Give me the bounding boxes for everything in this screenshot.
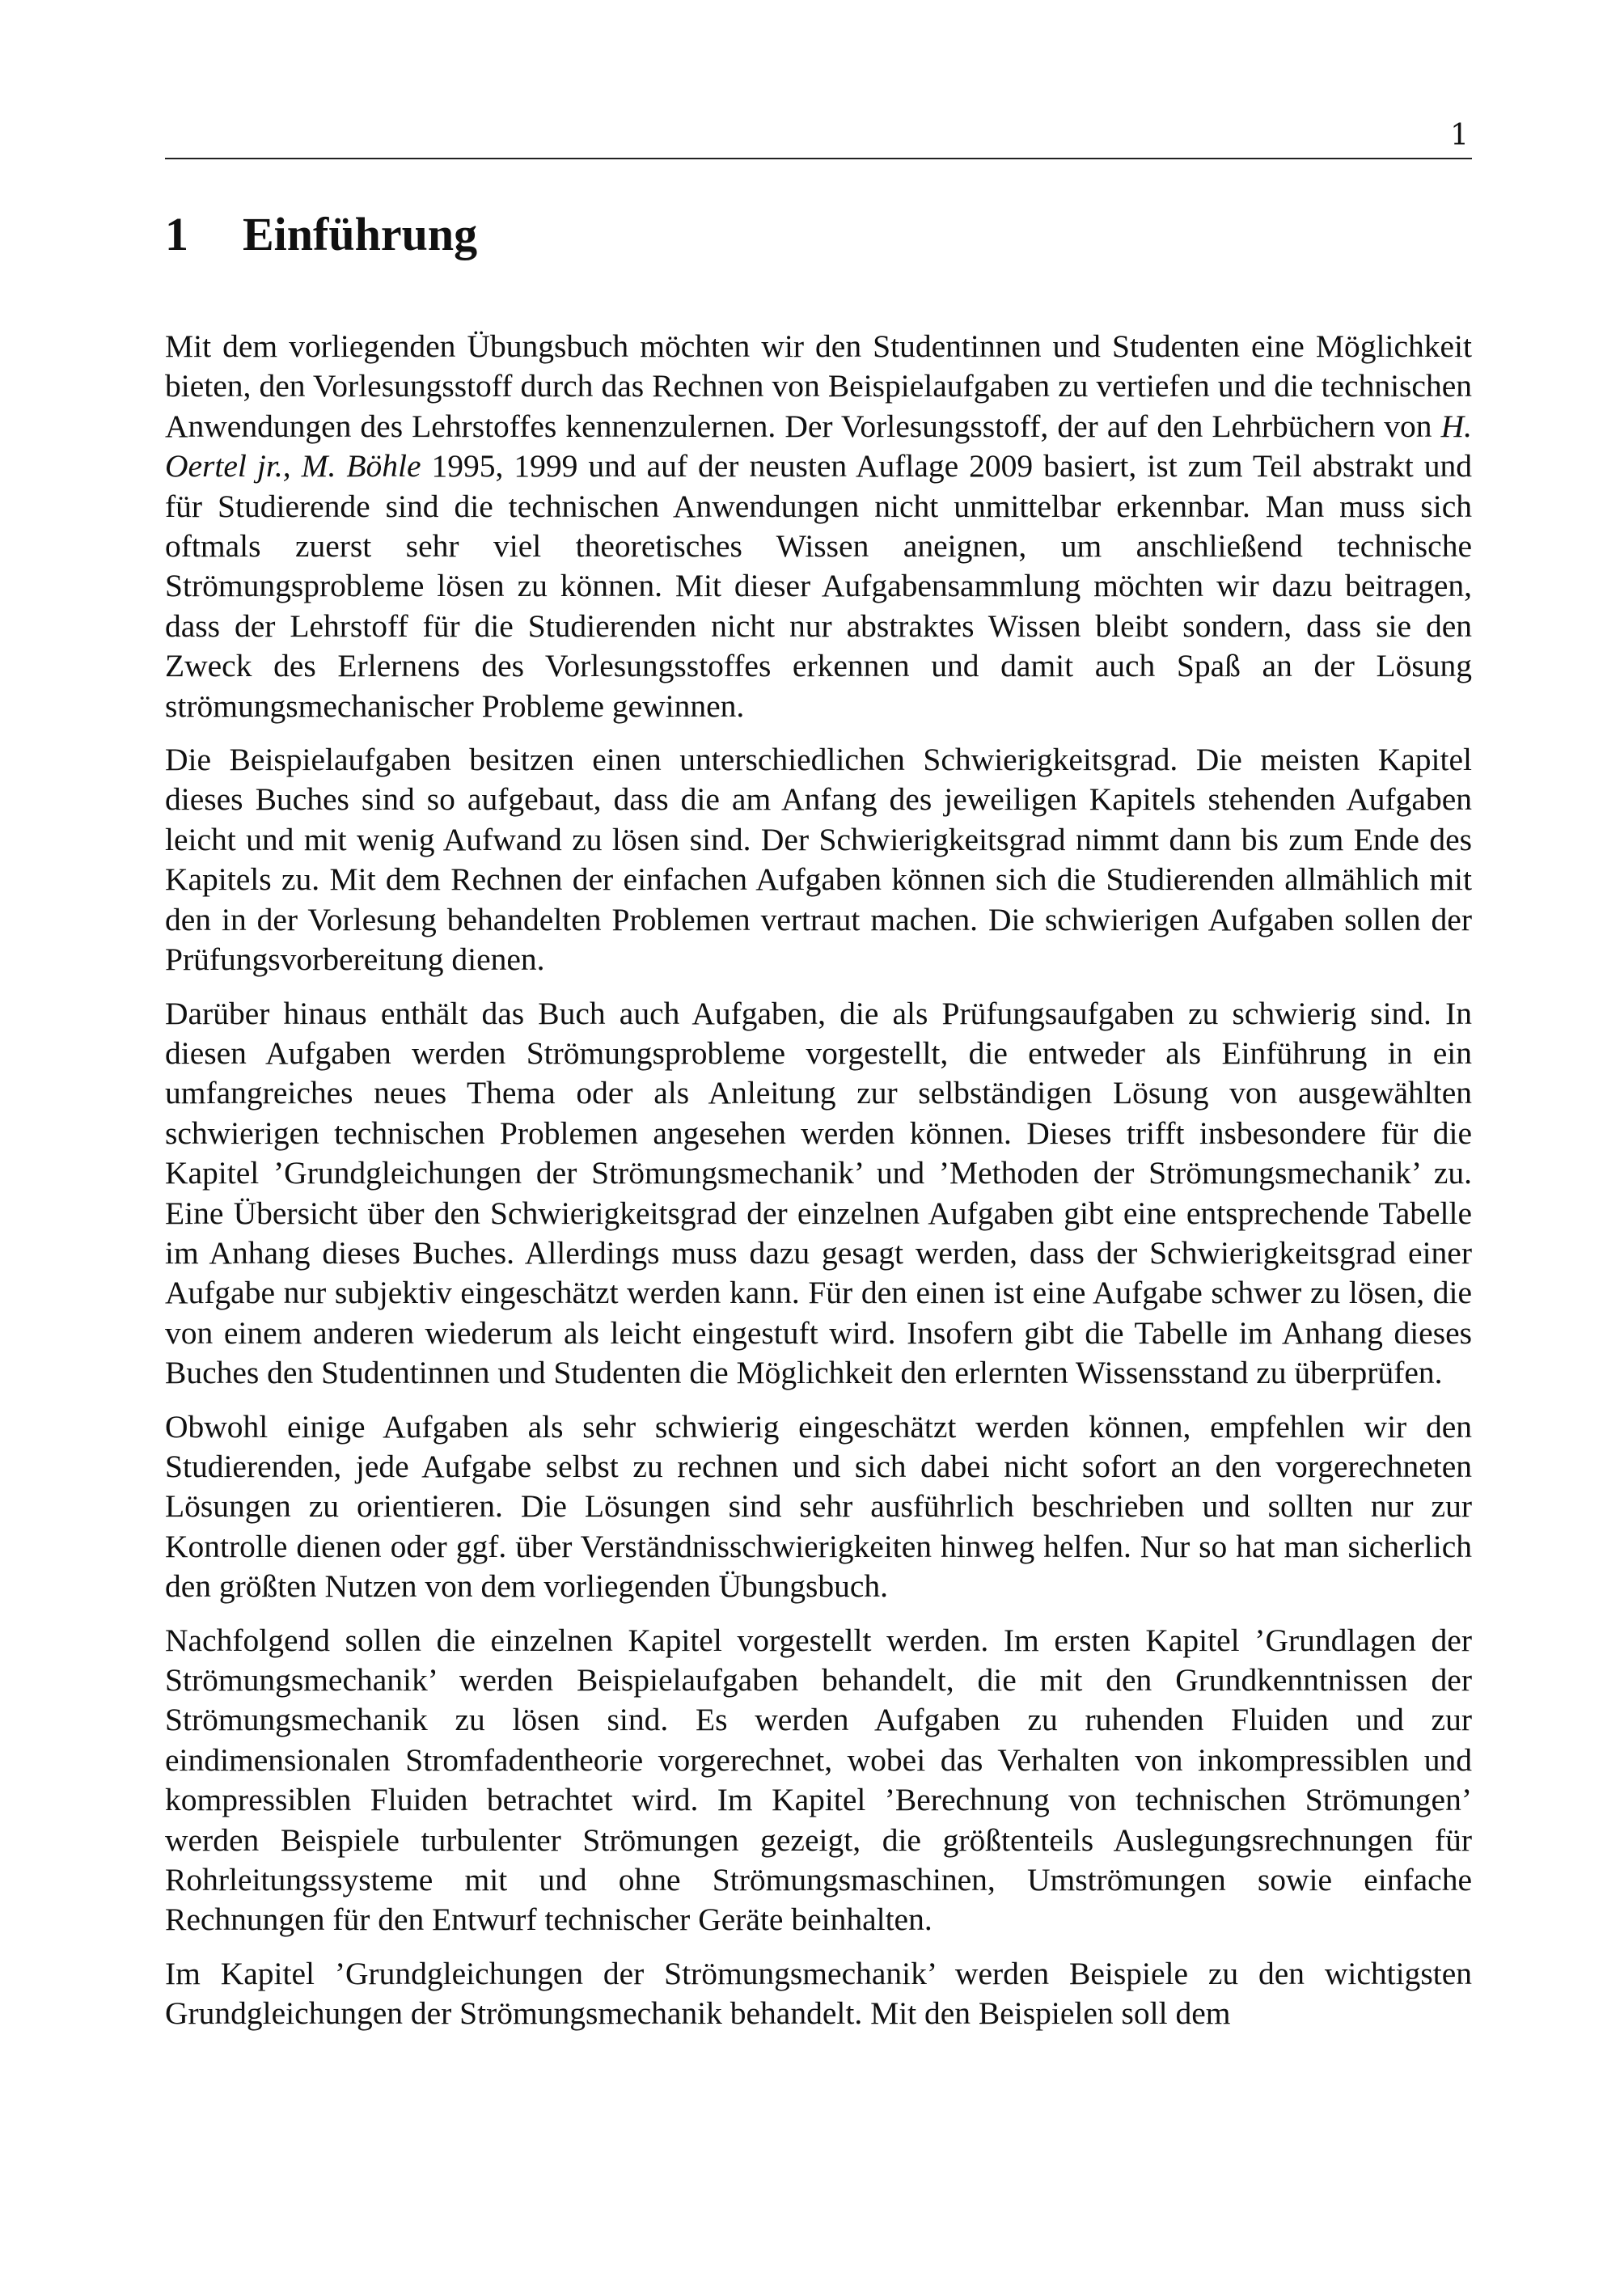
chapter-number: 1 (165, 208, 188, 260)
paragraph-5: Nachfolgend sollen die einzelnen Kapitel vorgestellt werden. Im ersten Kapitel ’Grundlagen der Strömungsmechanik’ werden Beispielaufgaben behandelt, die mit den Grundkenntnissen der Strömungsmechanik zu lösen sind. Es werden Aufgaben zu ruhenden Fluiden und zur eindimensionalen Stromfadentheorie vorgerechnet, wobei das Verhalten von inkompressiblen und kompressiblen Fluiden betrachtet wird. Im Kapitel ’Berechnung von technischen Strömungen’ werden Beispiele turbulenter Strömungen gezeigt, die größtenteils Auslegungsrechnungen für Rohrleitungssysteme mit und ohne Strömungsmaschinen, Umströmungen sowie einfache Rechnungen für den Entwurf technischer Geräte beinhalten. (165, 1622, 1472, 1938)
chapter-title: Einführung (243, 208, 478, 260)
paragraph-1 (165, 327, 1472, 726)
paragraph-2: Die Beispielaufgaben besitzen einen unterschiedlichen Schwierigkeitsgrad. Die meisten Kapitel dieses Buches sind so aufgebaut, dass die am Anfang des jeweiligen Kapitels stehenden Aufgaben leicht und mit wenig Aufwand zu lösen sind. Der Schwierigkeitsgrad nimmt dann bis zum Ende des Kapitels zu. Mit dem Rechnen der einfachen Aufgaben können sich die Studierenden allmählich mit den in der Vorlesung behandelten Problemen vertraut machen. Die schwierigen Aufgaben sollen der Prüfungsvorbereitung dienen. (165, 742, 1472, 978)
header-rule (165, 158, 1472, 159)
chapter-heading (165, 209, 477, 260)
paragraph-6: Im Kapitel ’Grundgleichungen der Strömungsmechanik’ werden Beispiele zu den wichtigsten Grundgleichungen der Strömungsmechanik behandelt. Mit den Beispielen soll dem (165, 1955, 1472, 2032)
page-number: 1 (1450, 119, 1469, 152)
paragraph-1-text-before: Mit dem vorliegenden Übungsbuch möchten wir den Studentinnen und Studenten eine Möglichkeit bieten, den Vorlesungsstoff durch das Rechnen von Beispielaufgaben zu vertiefen und die technischen Anwendungen des Lehrstoffes kennenzulernen. Der Vorlesungsstoff, der auf den Lehrbüchern von (165, 328, 1472, 444)
paragraph-4: Obwohl einige Aufgaben als sehr schwierig eingeschätzt werden können, empfehlen wir den Studierenden, jede Aufgabe selbst zu rechnen und sich dabei nicht sofort an den vorgerechneten Lösungen zu orientieren. Die Lösungen sind sehr ausführlich beschrieben und sollten nur zur Kontrolle dienen oder ggf. über Verständnisschwierigkeiten hinweg helfen. Nur so hat man sicherlich den größten Nutzen von dem vorliegenden Übungsbuch. (165, 1408, 1472, 1605)
chapter-body (165, 327, 1472, 2048)
author-names: H. Oertel jr., M. Böhle (165, 408, 1472, 484)
paragraph-3: Darüber hinaus enthält das Buch auch Aufgaben, die als Prüfungsaufgaben zu schwierig sind. In diesen Aufgaben werden Strömungsprobleme vorgestellt, die entweder als Einführung in ein umfangreiches neues Thema oder als Anleitung zur selbständigen Lösung von ausgewählten schwierigen technischen Problemen angesehen werden können. Dieses trifft insbesondere für die Kapitel ’Grundgleichungen der Strömungsmechanik’ und ’Methoden der Strömungsmechanik’ zu. Eine Übersicht über den Schwierigkeitsgrad der einzelnen Aufgaben gibt eine entsprechende Tabelle im Anhang dieses Buches. Allerdings muss dazu gesagt werden, dass der Schwierigkeitsgrad einer Aufgabe nur subjektiv eingeschätzt werden kann. Für den einen ist eine Aufgabe schwer zu lösen, die von einem anderen wiederum als leicht eingestuft wird. Insofern gibt die Tabelle im Anhang dieses Buches den Studentinnen und Studenten die Möglichkeit den erlernten Wissensstand zu überprüfen. (165, 995, 1472, 1391)
paragraph-1-text-after: 1995, 1999 und auf der neusten Auflage 2009 basiert, ist zum Teil abstrakt und für Studierende sind die technischen Anwendungen nicht unmittelbar erkennbar. Man muss sich oftmals zuerst sehr viel theoretisches Wissen aneignen, um anschließend technische Strömungsprobleme lösen zu können. Mit dieser Aufgabensammlung möchten wir dazu beitragen, dass der Lehrstoff für die Studierenden nicht nur abstraktes Wissen bleibt sondern, dass sie den Zweck des Erlernens des Vorlesungsstoffes erkennen und damit auch Spaß an der Lösung strömungsmechanischer Probleme gewinnen. (165, 448, 1472, 724)
